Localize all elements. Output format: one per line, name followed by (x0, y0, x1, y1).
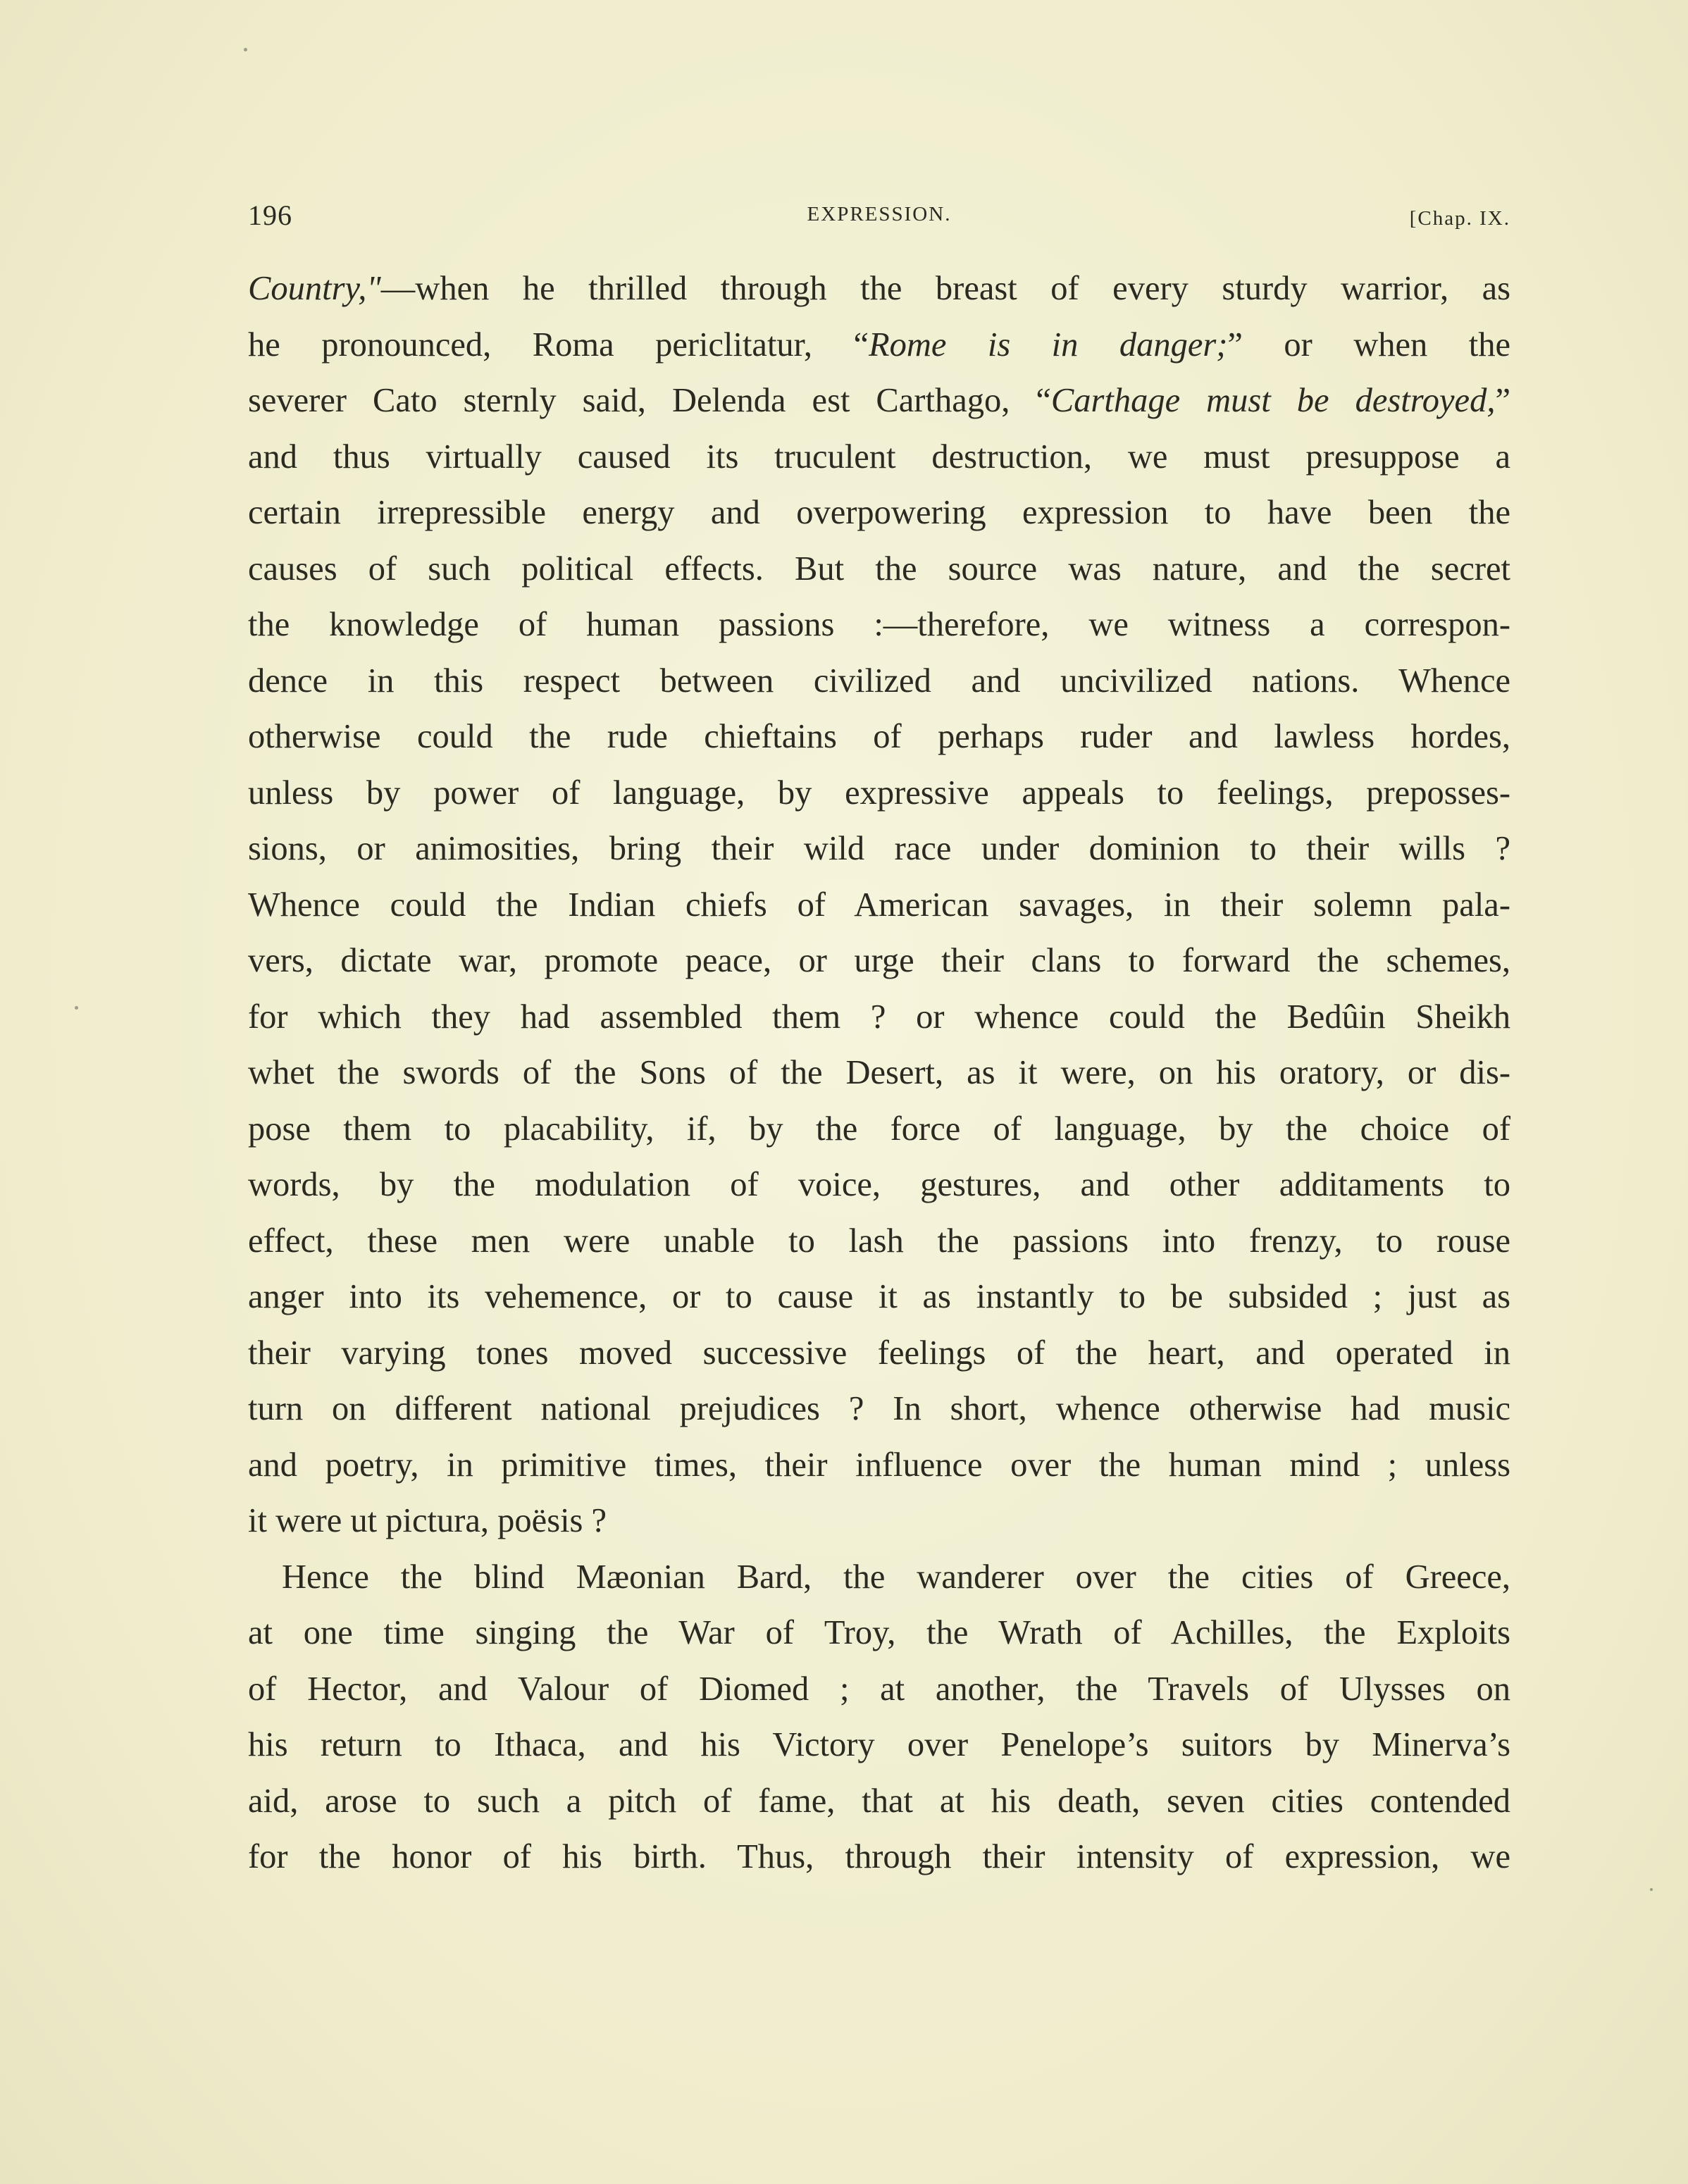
text-segment: ” or when the (1227, 325, 1510, 364)
italic-phrase: Country," (248, 270, 381, 307)
text-line: words, by the modulation of voice, gestures, and other additaments to (248, 1166, 1510, 1203)
text-line: aid, arose to such a pitch of fame, that at his death, seven cities contended (248, 1782, 1510, 1820)
text-line: pose them to placability, if, by the force of language, by the choice of (248, 1110, 1510, 1148)
text-line: of Hector, and Valour of Diomed ; at another, the Travels of Ulysses on (248, 1670, 1510, 1708)
text-line: the knowledge of human passions :—therefore, we witness a correspon- (248, 606, 1510, 643)
paper-speck (75, 1006, 78, 1010)
paper-speck (244, 48, 247, 51)
text-segment: ” (1495, 382, 1510, 419)
running-title: EXPRESSION. (807, 203, 952, 225)
text-line: unless by power of language, by expressive appeals to feelings, preposses- (248, 774, 1510, 812)
text-line: Whence could the Indian chiefs of American savages, in their solemn pala- (248, 886, 1510, 924)
text-line: anger into its vehemence, or to cause it as instantly to be subsided ; just as (248, 1278, 1510, 1315)
text-line: for which they had assembled them ? or whence could the Bedûin Sheikh (248, 998, 1510, 1036)
text-line: vers, dictate war, promote peace, or urge their clans to forward the schemes, (248, 942, 1510, 979)
text-line (248, 317, 1510, 373)
text-line: Hence the blind Mæonian Bard, the wanderer over the cities of Greece, (282, 1558, 1510, 1596)
page-number: 196 (248, 199, 292, 231)
text-line (248, 261, 1510, 317)
text-line: sions, or animosities, bring their wild race under dominion to their wills ? (248, 830, 1510, 867)
italic-phrase: Rome is in danger; (868, 325, 1228, 364)
text-line: and thus virtually caused its truculent destruction, we must presuppose a (248, 438, 1510, 476)
text-line: their varying tones moved successive feelings of the heart, and operated in (248, 1334, 1510, 1372)
italic-phrase: Carthage must be destroyed, (1050, 382, 1496, 419)
text-line: at one time singing the War of Troy, the Wrath of Achilles, the Exploits (248, 1614, 1510, 1651)
text-line: causes of such political effects. But the source was nature, and the secret (248, 550, 1510, 588)
text-line: it were ut pictura, poësis ? (248, 1502, 607, 1539)
paragraph-2 (248, 1549, 1510, 1885)
text-line: for the honor of his birth. Thus, through their intensity of expression, we (248, 1838, 1510, 1875)
text-segment: severer Cato sternly said, Delenda est Carthago, “ (248, 382, 1051, 419)
running-head (248, 199, 1510, 232)
text-line: his return to Ithaca, and his Victory over Penelope’s suitors by Minerva’s (248, 1726, 1510, 1763)
body-text (248, 261, 1510, 1885)
text-line: otherwise could the rude chieftains of perhaps ruder and lawless hordes, (248, 718, 1510, 755)
paper-speck (1650, 1888, 1653, 1891)
text-segment: he pronounced, Roma periclitatur, “ (248, 325, 869, 364)
text-line: dence in this respect between civilized and uncivilized nations. Whence (248, 662, 1510, 700)
text-line: effect, these men were unable to lash the passions into frenzy, to rouse (248, 1222, 1510, 1260)
text-line (248, 373, 1510, 429)
paragraph-1 (248, 261, 1510, 1549)
text-line: whet the swords of the Sons of the Desert, as it were, on his oratory, or dis- (248, 1054, 1510, 1091)
text-line: and poetry, in primitive times, their influence over the human mind ; unless (248, 1446, 1510, 1484)
chapter-reference: [Chap. IX. (1409, 207, 1510, 230)
text-line: turn on different national prejudices ? In short, whence otherwise had music (248, 1390, 1510, 1427)
text-line: certain irrepressible energy and overpowering expression to have been the (248, 494, 1510, 531)
text-segment: —when he thrilled through the breast of every sturdy warrior, as (380, 270, 1510, 307)
